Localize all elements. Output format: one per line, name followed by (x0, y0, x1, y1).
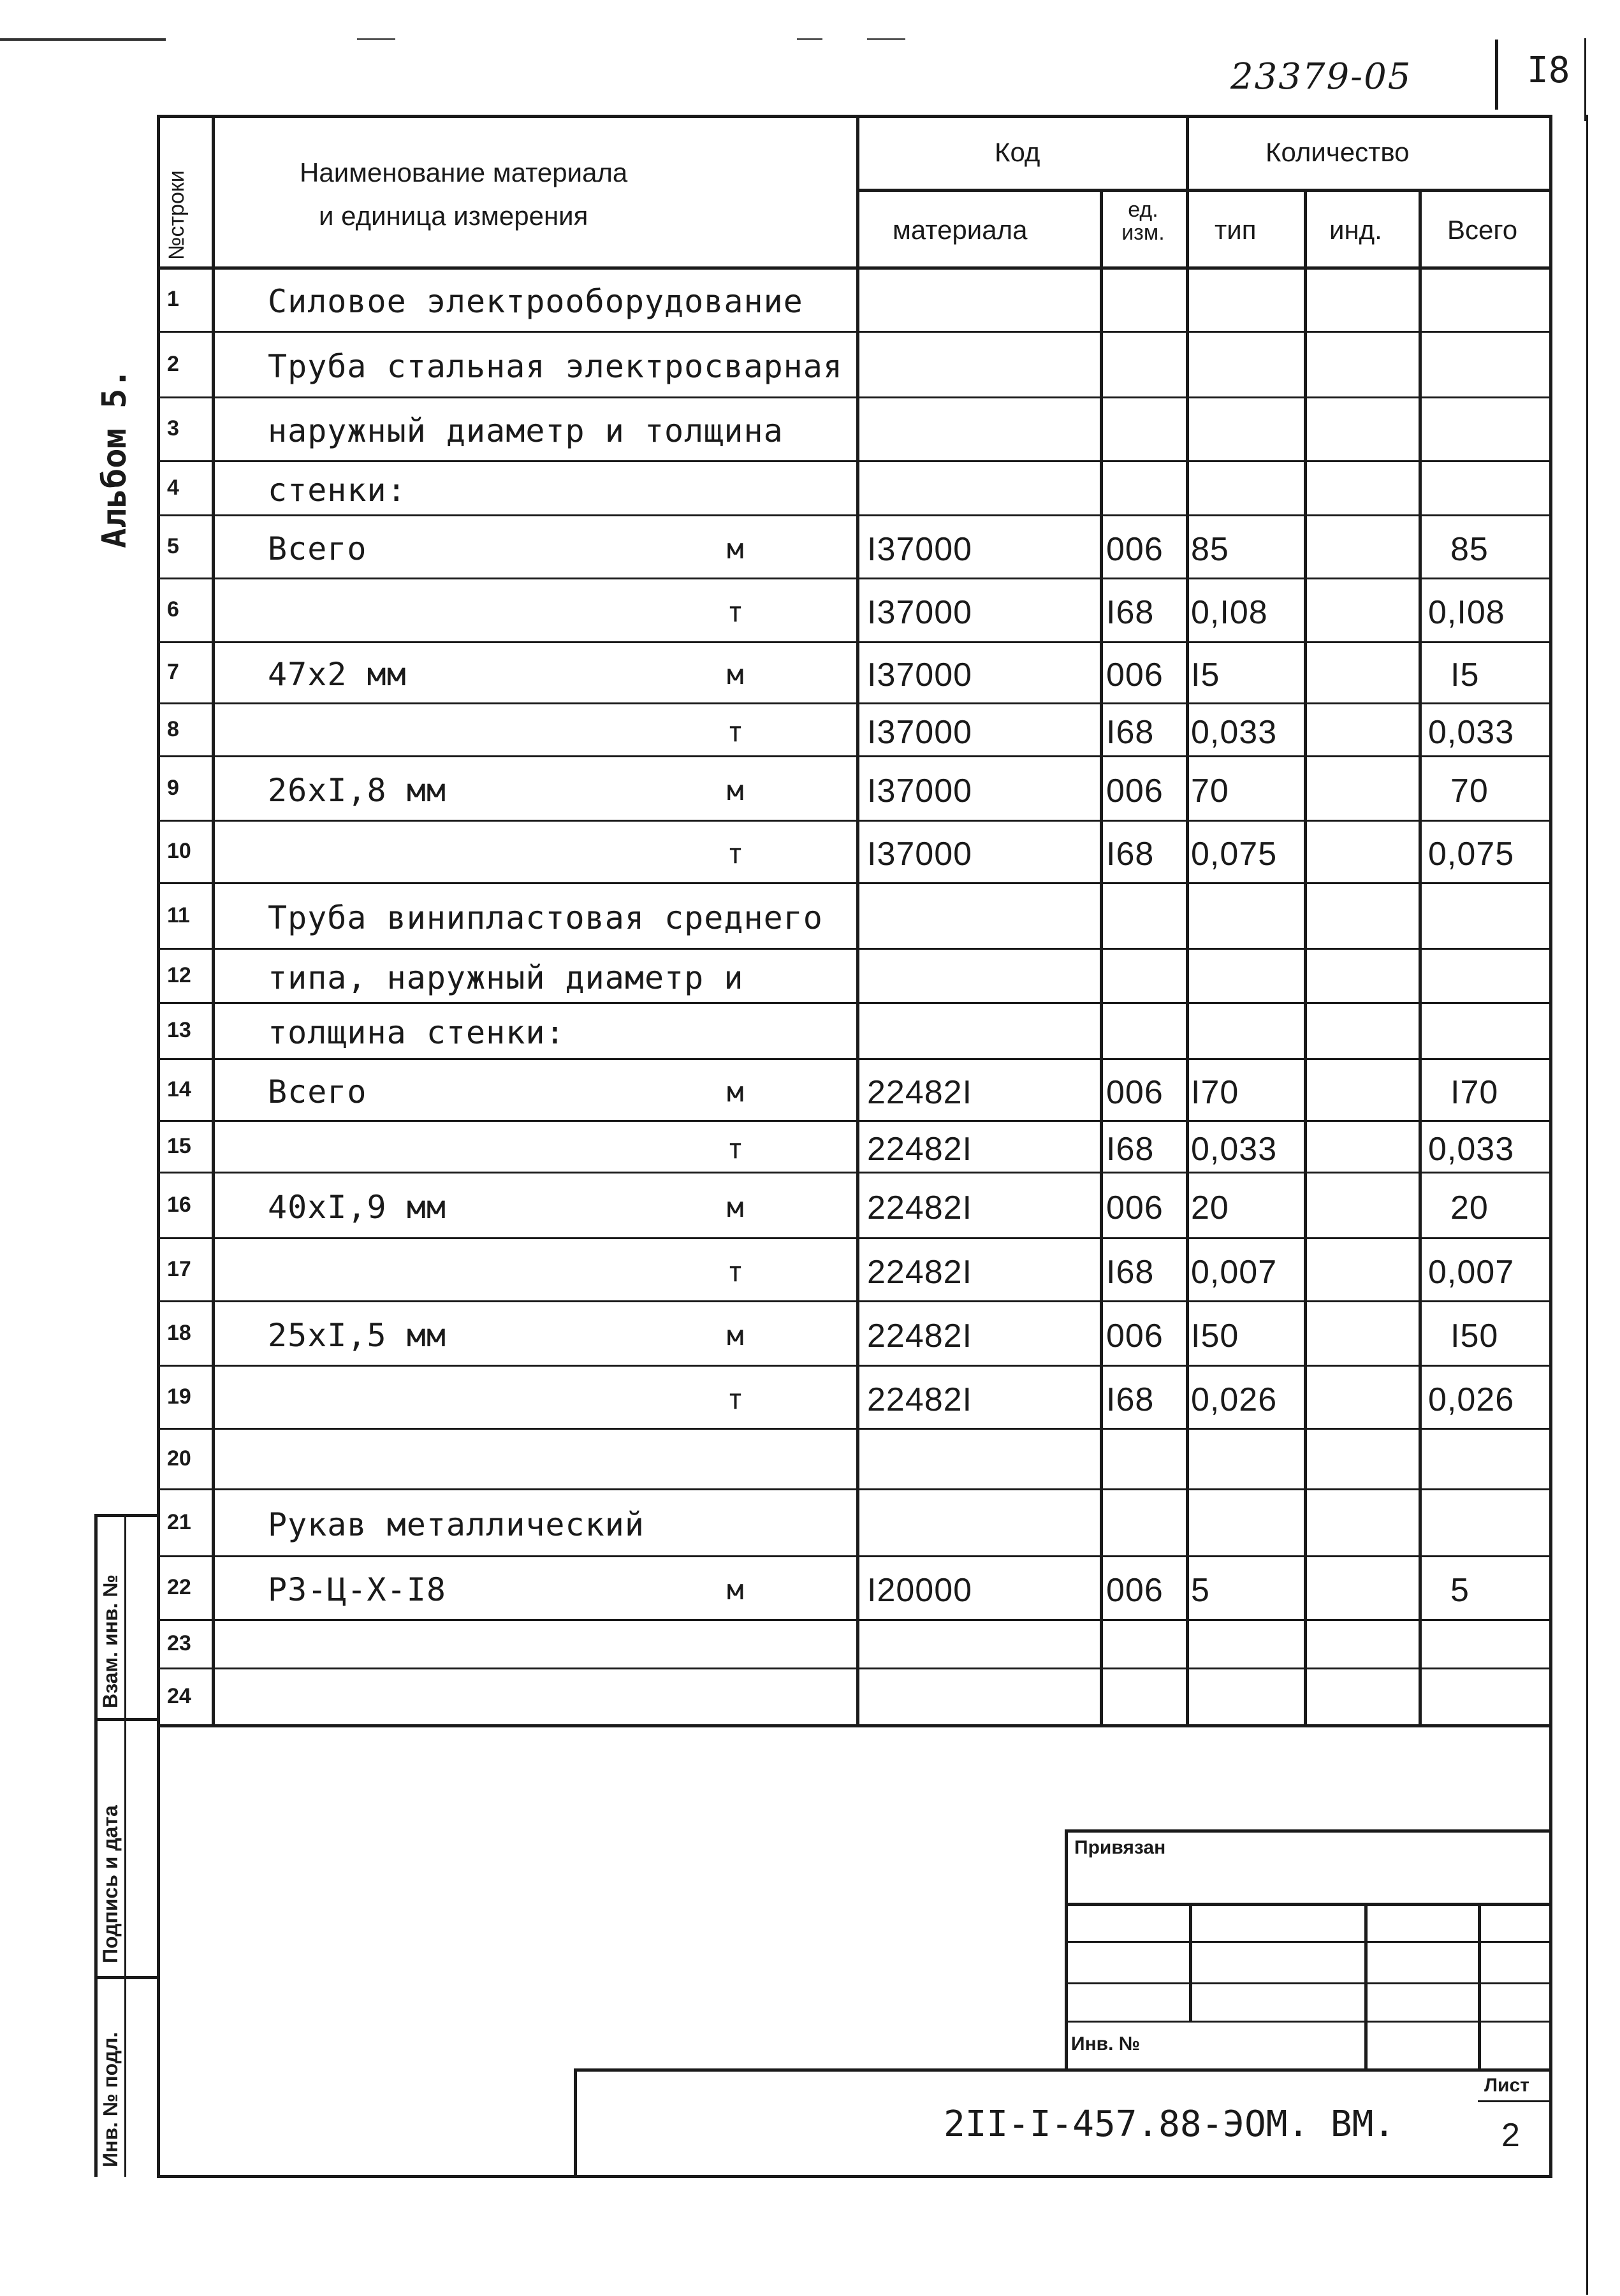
row-line (157, 882, 1549, 884)
row-number: 21 (167, 1509, 191, 1534)
album-label: Альбом 5. (96, 368, 134, 548)
sheet-divider (1478, 2100, 1549, 2102)
header-bottom-line (157, 266, 1549, 270)
frame-right (1549, 115, 1552, 2178)
stamp-row-3 (1065, 1982, 1549, 1984)
column-line (1100, 189, 1103, 1724)
row-qty-total: I50 (1450, 1317, 1499, 1355)
outer-right-rule (1586, 115, 1588, 2295)
row-line (157, 460, 1549, 462)
row-material-code: I37000 (867, 530, 973, 568)
column-line (212, 115, 215, 1724)
row-qty-total: I5 (1450, 657, 1480, 694)
row-line (157, 1668, 1549, 1669)
side-label-inv-podl: Инв. № подл. (99, 2031, 122, 2167)
row-name: толщина стенки: (268, 1014, 566, 1051)
row-name: наружный диаметр и толщина (268, 412, 784, 449)
row-unit-code: 006 (1106, 657, 1164, 694)
row-unit-code: 006 (1106, 1073, 1164, 1111)
row-unit-code: I68 (1106, 1130, 1155, 1168)
row-number: 7 (167, 660, 179, 684)
top-scan-dash (357, 38, 395, 40)
row-number: 20 (167, 1446, 191, 1471)
row-qty-type: 70 (1191, 772, 1229, 810)
row-qty-total: 0,075 (1428, 836, 1515, 873)
header-quantity: Количество (1266, 137, 1410, 167)
column-line (1304, 189, 1307, 1724)
row-qty-type: 20 (1191, 1189, 1229, 1226)
row-qty-type: I50 (1191, 1317, 1239, 1355)
row-line (157, 1172, 1549, 1173)
column-line (1186, 115, 1189, 1724)
row-qty-total: 0,026 (1428, 1381, 1515, 1418)
row-line (157, 1058, 1549, 1060)
row-line (157, 1555, 1549, 1557)
row-name: Труба винипластовая среднего (268, 899, 823, 936)
row-name: Рукав металлический (268, 1506, 645, 1543)
row-unit: т (727, 1132, 744, 1165)
row-number: 24 (167, 1683, 191, 1708)
side-stamp-divider-1 (94, 1718, 158, 1721)
row-unit-code: 006 (1106, 1189, 1164, 1226)
row-number: 22 (167, 1575, 191, 1599)
column-line (856, 115, 859, 1724)
row-qty-type: 0,033 (1191, 713, 1278, 751)
row-unit: м (727, 1191, 744, 1224)
row-number: 8 (167, 716, 179, 741)
side-stamp-top (94, 1514, 158, 1517)
side-stamp-left-border (94, 1514, 98, 2177)
row-line (157, 702, 1549, 704)
row-number: 5 (167, 534, 179, 558)
row-unit: м (727, 532, 744, 565)
row-qty-type: 85 (1191, 530, 1229, 568)
stamp-row-1 (1065, 1903, 1549, 1906)
header-qty-type: тип (1215, 215, 1257, 245)
stamp-col-1 (1189, 1903, 1192, 2021)
row-qty-total: I70 (1450, 1073, 1499, 1111)
header-name-line1: Наименование материала (300, 157, 628, 187)
row-unit-code: I68 (1106, 836, 1155, 873)
row-material-code: I20000 (867, 1572, 973, 1609)
row-line (157, 1488, 1549, 1490)
row-unit: т (727, 596, 744, 628)
row-qty-total: 5 (1450, 1572, 1470, 1609)
row-unit: м (727, 1075, 744, 1108)
row-number: 19 (167, 1384, 191, 1409)
row-number: 6 (167, 597, 179, 621)
stamp-col-3 (1478, 1903, 1481, 2072)
row-line (157, 1002, 1549, 1004)
row-qty-type: 5 (1191, 1572, 1210, 1609)
row-unit: м (727, 1319, 744, 1352)
row-qty-total: 85 (1450, 530, 1489, 568)
row-material-code: 22482I (867, 1073, 973, 1111)
doc-number: 23379-05 (1230, 56, 1412, 98)
row-qty-type: 0,033 (1191, 1130, 1278, 1168)
row-unit: т (727, 838, 744, 870)
row-unit-code: 006 (1106, 1572, 1164, 1609)
row-qty-type: I70 (1191, 1073, 1239, 1111)
row-line (157, 1300, 1549, 1302)
side-label-podpis: Подпись и дата (99, 1805, 122, 1963)
column-line (1419, 189, 1422, 1724)
stamp-row-2 (1065, 1941, 1549, 1943)
header-qty-total: Всего (1447, 215, 1518, 245)
row-unit-code: 006 (1106, 772, 1164, 810)
row-unit: т (727, 1383, 744, 1416)
row-qty-type: 0,026 (1191, 1381, 1278, 1418)
row-name: 26xI,8 мм (268, 771, 446, 809)
row-qty-total: 0,033 (1428, 1130, 1515, 1168)
row-material-code: 22482I (867, 1253, 973, 1291)
row-number: 23 (167, 1631, 191, 1655)
row-material-code: 22482I (867, 1317, 973, 1355)
row-unit-code: I68 (1106, 594, 1155, 631)
row-qty-type: 0,007 (1191, 1253, 1278, 1291)
row-line (157, 755, 1549, 757)
row-unit: м (727, 658, 744, 691)
side-label-vzam: Взам. инв. № (99, 1574, 122, 1708)
row-unit: т (727, 1255, 744, 1288)
stamp-inv-no: Инв. № (1071, 2033, 1141, 2054)
row-line (157, 331, 1549, 333)
stamp-col-2 (1364, 1903, 1368, 2068)
row-unit-code: I68 (1106, 1253, 1155, 1291)
row-material-code: 22482I (867, 1189, 973, 1226)
row-number: 11 (167, 903, 190, 927)
row-unit: м (727, 1574, 744, 1606)
row-unit-code: I68 (1106, 1381, 1155, 1418)
row-unit: м (727, 774, 744, 807)
row-number: 2 (167, 351, 179, 376)
row-qty-total: 0,I08 (1428, 594, 1505, 631)
row-number: 3 (167, 416, 179, 440)
title-block-code: 2II-I-457.88-ЭОМ. ВМ. (944, 2103, 1396, 2145)
row-line (157, 1619, 1549, 1621)
row-qty-type: 0,075 (1191, 836, 1278, 873)
top-scan-dash (797, 38, 822, 40)
row-material-code: I37000 (867, 657, 973, 694)
row-number: 10 (167, 839, 191, 863)
row-number: 14 (167, 1077, 191, 1101)
row-line (157, 948, 1549, 950)
row-material-code: I37000 (867, 594, 973, 631)
header-code-material: материала (893, 215, 1028, 245)
row-number: 15 (167, 1133, 191, 1158)
table-bottom-line (157, 1724, 1549, 1727)
side-stamp-divider-2 (94, 1976, 158, 1979)
row-name: типа, наружный диаметр и (268, 959, 744, 996)
page-number: I8 (1527, 50, 1570, 91)
row-qty-type: 0,I08 (1191, 594, 1268, 631)
row-material-code: 22482I (867, 1130, 973, 1168)
row-line (157, 396, 1549, 398)
row-number: 17 (167, 1256, 191, 1281)
header-mid-line (856, 189, 1549, 192)
header-code: Код (995, 137, 1040, 167)
row-number: 12 (167, 963, 191, 987)
row-line (157, 1365, 1549, 1367)
row-unit-code: 006 (1106, 530, 1164, 568)
row-name: 25xI,5 мм (268, 1316, 446, 1354)
row-line (157, 820, 1549, 822)
row-qty-type: I5 (1191, 657, 1220, 694)
row-line (157, 578, 1549, 579)
row-number: 9 (167, 775, 179, 800)
row-qty-total: 0,007 (1428, 1253, 1515, 1291)
row-qty-total: 20 (1450, 1189, 1489, 1226)
page-number-divider (1495, 40, 1498, 110)
row-name: Всего (268, 530, 367, 567)
sheet-value: 2 (1501, 2117, 1520, 2154)
row-number: 13 (167, 1018, 191, 1042)
row-line (157, 641, 1549, 643)
side-stamp-mid (124, 1514, 126, 2177)
header-row-number: №строки (164, 170, 189, 260)
row-line (157, 1428, 1549, 1430)
stamp-top (1065, 1829, 1549, 1833)
row-unit-code: I68 (1106, 713, 1155, 751)
stamp-left (1065, 1829, 1068, 2072)
row-number: 18 (167, 1320, 191, 1345)
row-material-code: I37000 (867, 713, 973, 751)
row-name: стенки: (268, 471, 407, 509)
row-unit: т (727, 715, 744, 748)
row-unit-code: 006 (1106, 1317, 1164, 1355)
row-name: Всего (268, 1073, 367, 1110)
row-line (157, 514, 1549, 516)
header-qty-ind: инд. (1329, 215, 1382, 245)
stamp-privyazan: Привязан (1074, 1837, 1166, 1858)
row-name: Силовое электрооборудование (268, 282, 803, 320)
top-scan-line (0, 38, 166, 41)
header-name-line2: и единица измерения (319, 201, 588, 231)
title-block-left (574, 2068, 577, 2177)
row-qty-total: 0,033 (1428, 713, 1515, 751)
row-name: Труба стальная электросварная (268, 347, 843, 385)
row-name: 40xI,9 мм (268, 1188, 446, 1226)
row-line (157, 1237, 1549, 1239)
frame-top (157, 115, 1552, 118)
row-material-code: I37000 (867, 836, 973, 873)
row-number: 16 (167, 1192, 191, 1217)
stamp-row-4 (1065, 2021, 1549, 2023)
title-block-top (574, 2068, 1549, 2072)
row-material-code: 22482I (867, 1381, 973, 1418)
row-qty-total: 70 (1450, 772, 1489, 810)
top-scan-dash (867, 38, 905, 40)
row-number: 4 (167, 475, 179, 500)
sheet-label: Лист (1484, 2075, 1529, 2096)
header-code-unit: ед. изм. (1121, 198, 1165, 245)
row-name: 47x2 мм (268, 656, 407, 693)
row-material-code: I37000 (867, 772, 973, 810)
right-edge-line (1584, 38, 1586, 121)
row-number: 1 (167, 286, 179, 311)
frame-left (157, 115, 160, 2178)
frame-bottom (157, 2175, 1552, 2178)
row-name: РЗ-Ц-Х-I8 (268, 1571, 446, 1608)
row-line (157, 1120, 1549, 1122)
